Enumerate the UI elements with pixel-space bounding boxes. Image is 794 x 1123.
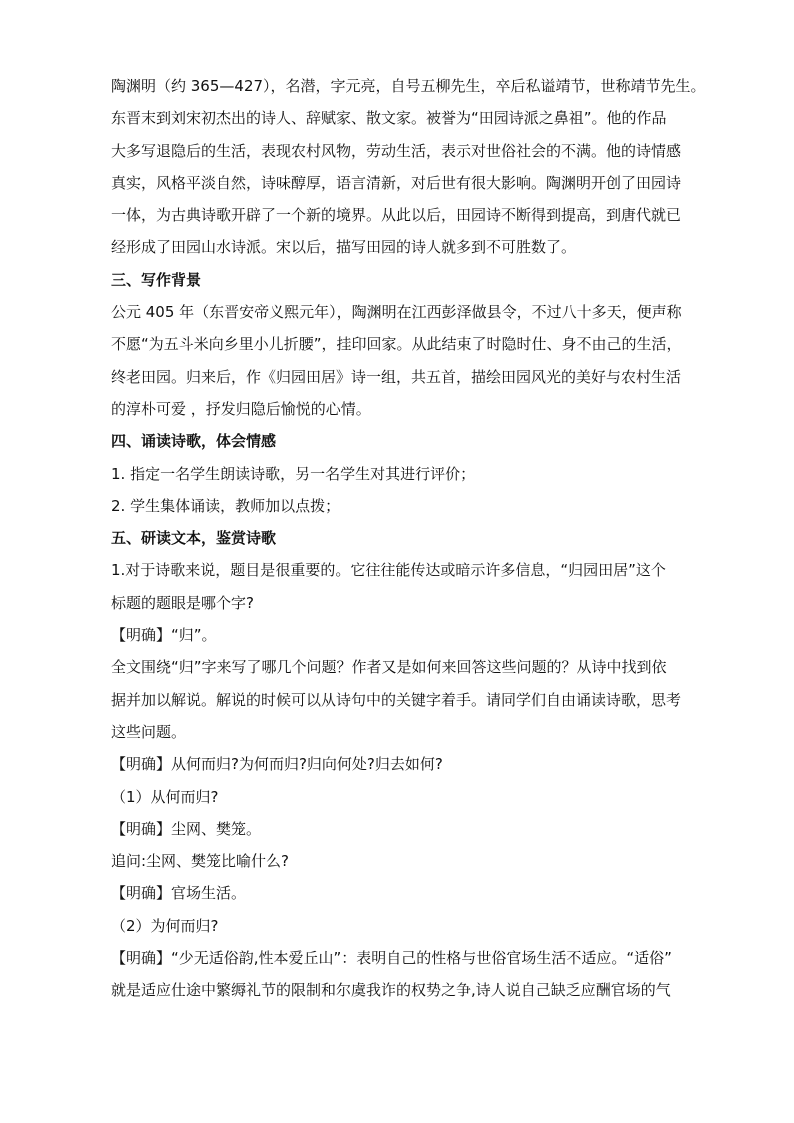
text-study-line: （1）从何而归? (111, 787, 219, 806)
intro-line: 东晋末到刘宋初杰出的诗人、辞赋家、散文家。被誉为“田园诗派之鼻祖”。他的作品 (111, 109, 667, 128)
text-study-line: （2）为何而归? (111, 916, 219, 935)
text-study-line: 就是适应仕途中繁缛礼节的限制和尔虞我诈的权势之争,诗人说自己缺乏应酬官场的气 (111, 981, 671, 1000)
intro-line: 大多写退隐后的生活，表现农村风物，劳动生活，表示对世俗社会的不满。他的诗情感 (111, 141, 682, 160)
text-study-body (111, 554, 721, 1006)
background-line: 公元 405 年（东晋安帝义熙元年），陶渊明在江西彭泽做县令，不过八十多天，便声称 (111, 303, 682, 322)
text-study-line: 【明确】从何而归?为何而归?归向何处?归去如何? (111, 755, 443, 774)
background-line: 的淳朴可爱 ，抒发归隐后愉悦的心情。 (111, 399, 371, 418)
intro-line: 真实，风格平淡自然，诗味醇厚，语言清新，对后世有很大影响。陶渊明开创了田园诗 (111, 173, 682, 192)
recitation-list (111, 458, 721, 523)
list-item: 1. 指定一名学生朗读诗歌，另一名学生对其进行评价； (111, 464, 476, 483)
document-body (111, 70, 721, 1007)
intro-line: 一体，为古典诗歌开辟了一个新的境界。从此以后，田园诗不断得到提高，到唐代就已 (111, 206, 682, 225)
text-study-line: 全文围绕“归”字来写了哪几个问题？作者又是如何来回答这些问题的？从诗中找到依 (111, 658, 667, 677)
background-line: 不愿“为五斗米向乡里小儿折腰”，挂印回家。从此结束了时隐时仕、身不由己的生活， (111, 335, 682, 354)
section-heading-text-study: 五、研读文本，鉴赏诗歌 (111, 529, 277, 548)
text-study-line: 【明确】“少无适俗韵,性本爱丘山”：表明自己的性格与世俗官场生活不适应。“适俗” (111, 949, 672, 968)
background-paragraph (111, 296, 721, 425)
text-study-line: 据并加以解说。解说的时候可以从诗句中的关键字着手。请同学们自由诵读诗歌，思考 (111, 690, 682, 709)
section-heading-background: 三、写作背景 (111, 270, 202, 289)
text-study-line: 【明确】官场生活。 (111, 884, 247, 903)
text-study-line: 1.对于诗歌来说，题目是很重要的。它往往能传达或暗示许多信息，“归园田居”这个 (111, 561, 666, 580)
list-item: 2. 学生集体诵读，教师加以点拨； (111, 496, 341, 515)
intro-line: 陶渊明（约 365—427），名潜，字元亮，自号五柳先生，卒后私谥靖节，世称靖节先生。 (111, 77, 706, 95)
section-heading-recitation: 四、诵读诗歌，体会情感 (111, 432, 277, 451)
text-study-line: 【明确】“归”。 (111, 626, 217, 645)
text-study-line: 追问:尘网、樊笼比喻什么? (111, 852, 290, 871)
intro-line: 经形成了田园山水诗派。宋以后，描写田园的诗人就多到不可胜数了。 (111, 238, 577, 257)
text-study-line: 这些问题。 (111, 722, 187, 741)
intro-paragraph (111, 70, 721, 264)
background-line: 终老田园。归来后，作《归园田居》诗一组，共五首，描绘田园风光的美好与农村生活 (111, 367, 682, 386)
text-study-line: 标题的题眼是哪个字? (111, 593, 254, 612)
text-study-line: 【明确】尘网、樊笼。 (111, 819, 262, 838)
